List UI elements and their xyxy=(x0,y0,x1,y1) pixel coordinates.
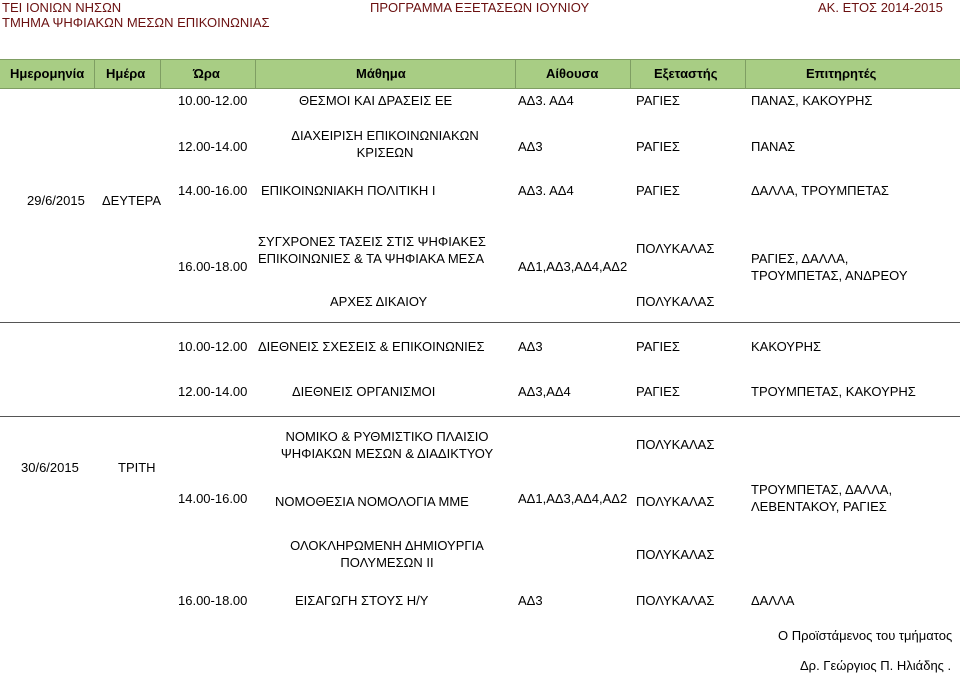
column-separator xyxy=(515,59,516,89)
course-cell: ΝΟΜΟΘΕΣΙΑ ΝΟΜΟΛΟΓΙΑ ΜΜΕ xyxy=(275,494,469,509)
room-cell: ΑΔ3 xyxy=(518,593,543,608)
time-cell: 16.00-18.00 xyxy=(178,259,248,274)
examiner-cell: ΡΑΓΙΕΣ xyxy=(636,339,680,354)
time-cell: 16.00-18.00 xyxy=(178,593,248,608)
time-cell: 12.00-14.00 xyxy=(178,139,248,154)
day-cell: ΤΡΙΤΗ xyxy=(118,460,156,475)
proctors-cell: ΤΡΟΥΜΠΕΤΑΣ, ΑΝΔΡΕΟΥ xyxy=(751,268,908,283)
examiner-cell: ΠΟΛΥΚΑΛΑΣ xyxy=(636,294,715,309)
date-cell: 29/6/2015 xyxy=(27,193,85,208)
course-cell: ΘΕΣΜΟΙ ΚΑΙ ΔΡΑΣΕΙΣ ΕΕ xyxy=(299,93,453,108)
proctors-cell: ΠΑΝΑΣ, ΚΑΚΟΥΡΗΣ xyxy=(751,93,873,108)
column-separator xyxy=(255,59,256,89)
examiner-cell: ΠΟΛΥΚΑΛΑΣ xyxy=(636,241,715,256)
signature-role: Ο Προϊστάμενος του τμήματος xyxy=(778,628,953,643)
column-separator xyxy=(745,59,746,89)
column-header-room: Αίθουσα xyxy=(546,66,599,81)
examiner-cell: ΠΟΛΥΚΑΛΑΣ xyxy=(636,494,715,509)
room-cell: ΑΔ1,ΑΔ3,ΑΔ4,ΑΔ2 xyxy=(518,259,628,274)
proctors-cell: ΠΑΝΑΣ xyxy=(751,139,796,154)
room-cell: ΑΔ3 xyxy=(518,339,543,354)
column-header-time: Ώρα xyxy=(193,66,220,81)
column-separator xyxy=(94,59,95,89)
proctors-cell: ΔΑΛΛΑ xyxy=(751,593,795,608)
date-cell: 30/6/2015 xyxy=(21,460,79,475)
proctors-cell: ΡΑΓΙΕΣ, ΔΑΛΛΑ, xyxy=(751,251,849,266)
course-cell: ΕΠΙΚΟΙΝΩΝΙΑΚΗ ΠΟΛΙΤΙΚΗ Ι xyxy=(261,183,436,198)
course-cell: ΠΟΛΥΜΕΣΩΝ ΙΙ xyxy=(340,555,434,570)
academic-year: ΑΚ. ΕΤΟΣ 2014-2015 xyxy=(818,0,943,15)
column-header-course: Μάθημα xyxy=(356,66,406,81)
column-separator xyxy=(160,59,161,89)
proctors-cell: ΤΡΟΥΜΠΕΤΑΣ, ΔΑΛΛΑ, xyxy=(751,482,893,497)
time-cell: 10.00-12.00 xyxy=(178,339,248,354)
examiner-cell: ΡΑΓΙΕΣ xyxy=(636,183,680,198)
program-title: ΠΡΟΓΡΑΜΜΑ ΕΞΕΤΑΣΕΩΝ ΙΟΥΝΙΟΥ xyxy=(370,0,590,15)
room-cell: ΑΔ3. ΑΔ4 xyxy=(518,93,574,108)
column-separator xyxy=(630,59,631,89)
room-cell: ΑΔ1,ΑΔ3,ΑΔ4,ΑΔ2 xyxy=(518,491,628,506)
proctors-cell: ΔΑΛΛΑ, ΤΡΟΥΜΠΕΤΑΣ xyxy=(751,183,889,198)
examiner-cell: ΠΟΛΥΚΑΛΑΣ xyxy=(636,593,715,608)
course-cell: ΔΙΑΧΕΙΡΙΣΗ ΕΠΙΚΟΙΝΩΝΙΑΚΩΝ xyxy=(291,128,479,143)
room-cell: ΑΔ3 xyxy=(518,139,543,154)
room-cell: ΑΔ3. ΑΔ4 xyxy=(518,183,574,198)
course-cell: ΑΡΧΕΣ ΔΙΚΑΙΟΥ xyxy=(330,294,428,309)
course-cell: ΕΠΙΚΟΙΝΩΝΙΕΣ & ΤΑ ΨΗΦΙΑΚΑ ΜΕΣΑ xyxy=(258,251,485,266)
time-cell: 10.00-12.00 xyxy=(178,93,248,108)
course-cell: ΟΛΟΚΛΗΡΩΜΕΝΗ ΔΗΜΙΟΥΡΓΙΑ xyxy=(290,538,484,553)
signatory-name: Δρ. Γεώργιος Π. Ηλιάδης . xyxy=(800,658,952,673)
university-name: ΤΕΙ ΙΟΝΙΩΝ ΝΗΣΩΝ xyxy=(2,0,122,15)
course-cell: ΨΗΦΙΑΚΩΝ ΜΕΣΩΝ & ΔΙΑΔΙΚΤΥΟΥ xyxy=(280,446,494,461)
time-cell: 14.00-16.00 xyxy=(178,491,248,506)
column-header-day: Ημέρα xyxy=(106,66,146,81)
course-cell: ΔΙΕΘΝΕΙΣ ΣΧΕΣΕΙΣ & ΕΠΙΚΟΙΝΩΝΙΕΣ xyxy=(258,339,485,354)
course-cell: ΣΥΓΧΡΟΝΕΣ ΤΑΣΕΙΣ ΣΤΙΣ ΨΗΦΙΑΚΕΣ xyxy=(258,234,486,249)
course-cell: ΚΡΙΣΕΩΝ xyxy=(356,145,414,160)
examiner-cell: ΠΟΛΥΚΑΛΑΣ xyxy=(636,437,715,452)
day-cell: ΔΕΥΤΕΡΑ xyxy=(102,193,162,208)
department-name: ΤΜΗΜΑ ΨΗΦΙΑΚΩΝ ΜΕΣΩΝ ΕΠΙΚΟΙΝΩΝΙΑΣ xyxy=(2,15,270,30)
proctors-cell: ΛΕΒΕΝΤΑΚΟΥ, ΡΑΓΙΕΣ xyxy=(751,499,887,514)
examiner-cell: ΡΑΓΙΕΣ xyxy=(636,139,680,154)
proctors-cell: ΚΑΚΟΥΡΗΣ xyxy=(751,339,822,354)
row-divider xyxy=(0,416,960,417)
examiner-cell: ΠΟΛΥΚΑΛΑΣ xyxy=(636,547,715,562)
examiner-cell: ΡΑΓΙΕΣ xyxy=(636,93,680,108)
day-divider xyxy=(0,322,960,323)
course-cell: ΔΙΕΘΝΕΙΣ ΟΡΓΑΝΙΣΜΟΙ xyxy=(292,384,436,399)
time-cell: 14.00-16.00 xyxy=(178,183,248,198)
column-header-date: Ημερομηνία xyxy=(10,66,85,81)
proctors-cell: ΤΡΟΥΜΠΕΤΑΣ, ΚΑΚΟΥΡΗΣ xyxy=(751,384,916,399)
time-cell: 12.00-14.00 xyxy=(178,384,248,399)
column-header-examiner: Εξεταστής xyxy=(654,66,718,81)
course-cell: ΝΟΜΙΚΟ & ΡΥΘΜΙΣΤΙΚΟ ΠΛΑΙΣΙΟ xyxy=(285,429,489,444)
room-cell: ΑΔ3,ΑΔ4 xyxy=(518,384,571,399)
course-cell: ΕΙΣΑΓΩΓΗ ΣΤΟΥΣ Η/Υ xyxy=(295,593,429,608)
examiner-cell: ΡΑΓΙΕΣ xyxy=(636,384,680,399)
column-header-proctors: Επιτηρητές xyxy=(806,66,877,81)
